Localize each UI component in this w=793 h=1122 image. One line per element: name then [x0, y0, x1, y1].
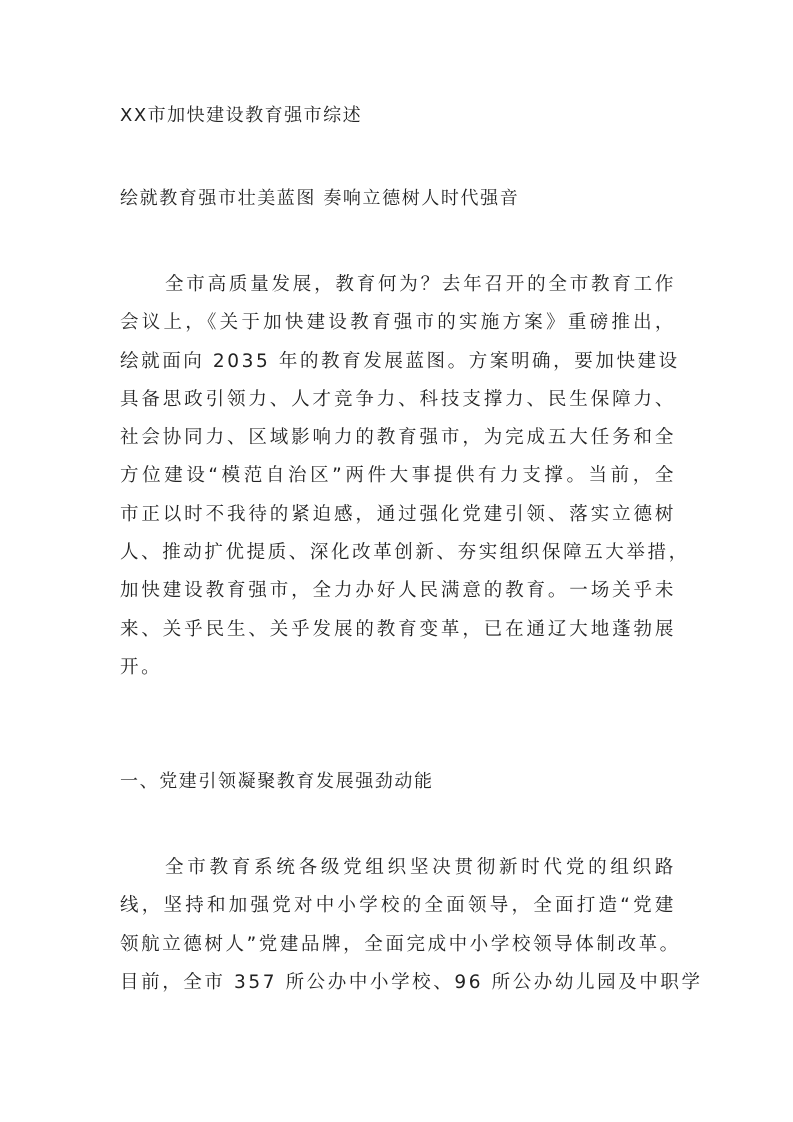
- section-paragraph: [120, 849, 703, 1002]
- paragraph-line: 会议上，《关于加快建设教育强市的实施方案》重磅推出，: [120, 312, 676, 334]
- paragraph-line: 全市教育系统各级党组织坚决贯彻新时代党的组织路: [165, 857, 676, 878]
- paragraph-line: 人、推动扩优提质、深化改革创新、夯实组织保障五大举措，: [120, 542, 690, 564]
- paragraph-line: 来、关乎民生、关乎发展的教育变革，已在通辽大地蓬勃展: [120, 618, 676, 640]
- paragraph-line: 绘就面向 2035 年的教育发展蓝图。方案明确，要加快建设: [120, 350, 680, 372]
- paragraph-line: 目前，全市 357 所公办中小学校、96 所公办幼儿园及中职学: [120, 971, 703, 993]
- paragraph-line: 领航立德树人”党建品牌，全面完成中小学校领导体制改革。: [120, 933, 681, 955]
- paragraph-line: 方位建设“模范自治区”两件大事提供有力支撑。当前，全: [120, 465, 676, 487]
- paragraph-line: 全市高质量发展，教育何为？去年召开的全市教育工作: [165, 274, 676, 295]
- paragraph-line: 开。: [120, 656, 163, 678]
- paragraph-line: 社会协同力、区域影响力的教育强市，为完成五大任务和全: [120, 427, 676, 449]
- paragraph-line: 线，坚持和加强党对中小学校的全面领导，全面打造“党建: [120, 895, 676, 917]
- document-subtitle: 绘就教育强市壮美蓝图 奏响立德树人时代强音: [120, 188, 520, 209]
- paragraph-line: 加快建设教育强市，全力办好人民满意的教育。一场关乎未: [120, 580, 676, 602]
- paragraph-line: 具备思政引领力、人才竞争力、科技支撑力、民生保障力、: [120, 388, 676, 410]
- paragraph-line: 市正以时不我待的紧迫感，通过强化党建引领、落实立德树: [120, 503, 676, 525]
- intro-paragraph: [120, 266, 690, 687]
- document-title: XX市加快建设教育强市综述: [120, 105, 363, 126]
- section-heading: 一、党建引领凝聚教育发展强劲动能: [120, 771, 434, 792]
